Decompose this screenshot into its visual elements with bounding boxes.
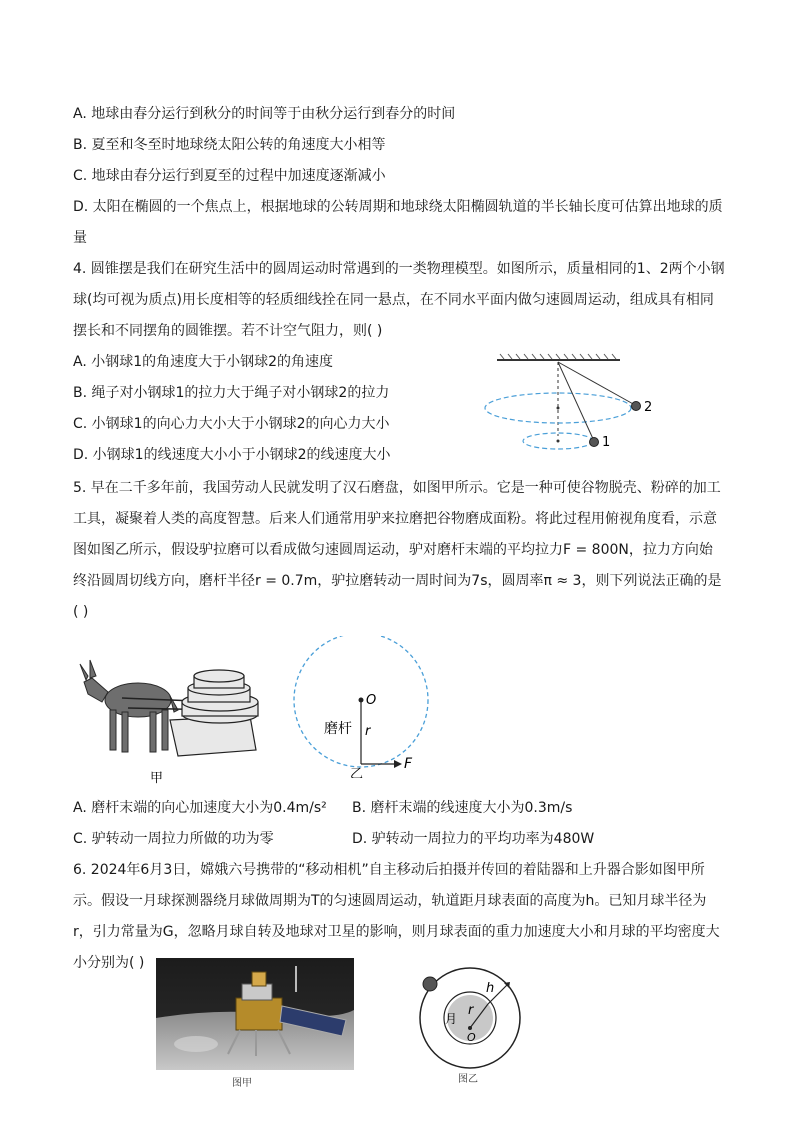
lunar-lander-photo <box>156 958 354 1070</box>
millstone-illustration <box>170 670 258 756</box>
q3-option-a: A. 地球由春分运行到秋分的时间等于由秋分运行到春分的时间 <box>73 106 456 122</box>
probe <box>423 977 437 991</box>
q5-stem-line3: 图如图乙所示，假设驴拉磨可以看成做匀速圆周运动，驴对磨杆末端的平均拉力F = 800N，拉力方向始 <box>73 542 713 558</box>
fig-jia-label: 甲 <box>150 771 164 786</box>
q6-stem-line1: 6. 2024年6月3日，嫦娥六号携带的“移动相机”自主移动后拍摄并传回的着陆器和上升器合影如图甲所 <box>73 862 705 878</box>
q4-stem-line1: 4. 圆锥摆是我们在研究生活中的圆周运动时常遇到的一类物理模型。如图所示，质量相同的1、2两个小钢 <box>73 261 725 277</box>
q4-option-d: D. 小钢球1的线速度大小小于小钢球2的线速度大小 <box>73 447 391 463</box>
q6-stem-line3: r，引力常量为G，忽略月球自转及地球对卫星的影响，则月球表面的重力加速度大小和月球的平均密度大 <box>73 924 720 940</box>
q5-option-d: D. 驴转动一周拉力的平均功率为480W <box>352 831 595 847</box>
fig-yi-label: 乙 <box>350 767 364 778</box>
donkey-millstone-figure <box>70 650 270 788</box>
fig-jia-caption: 图甲 <box>232 1078 252 1089</box>
steel-ball-1 <box>590 438 599 447</box>
center-label-o: O <box>467 1031 476 1044</box>
donkey-illustration <box>80 660 178 752</box>
rod-label: 磨杆 <box>324 721 352 737</box>
q3-option-c: C. 地球由春分运行到夏至的过程中加速度逐渐减小 <box>73 168 386 184</box>
ceiling-hatching <box>500 354 616 359</box>
q5-stem-line2: 工具，凝聚着人类的高度智慧。后来人们通常用驴来拉磨把谷物磨成面粉。将此过程用俯视角度看，示意 <box>73 511 717 527</box>
q5-option-c: C. 驴转动一周拉力所做的功为零 <box>73 831 274 847</box>
force-label-f: F <box>404 756 413 772</box>
fig-yi-caption: 图乙 <box>458 1074 478 1085</box>
radius-label-r: r <box>365 724 371 739</box>
q4-stem-line2: 球(均可视为质点)用长度相等的轻质细线拴在同一悬点，在不同水平面内做匀速圆周运动，组成具有相同 <box>73 292 714 308</box>
q6-stem-line2: 示。假设一月球探测器绕月球做周期为T的匀速圆周运动，轨道距月球表面的高度为h。已知月球半径为 <box>73 893 707 909</box>
center-point-o <box>359 698 364 703</box>
q3-option-d: D. 太阳在椭圆的一个焦点上，根据地球的公转周期和地球绕太阳椭圆轨道的半长轴长度可估算出地球的质 <box>73 199 723 215</box>
string-1 <box>558 362 594 441</box>
center-label-o: O <box>366 693 377 708</box>
q4-option-c: C. 小钢球1的向心力大小大于小钢球2的向心力大小 <box>73 416 390 432</box>
height-label-h: h <box>486 981 495 996</box>
photo-crater <box>174 1036 218 1052</box>
millstone-topview-figure <box>290 636 440 778</box>
conical-pendulum-figure <box>470 348 670 460</box>
q4-option-b: B. 绳子对小钢球1的拉力大于绳子对小钢球2的拉力 <box>73 385 390 401</box>
q6-stem-line4: 小分别为( ) <box>73 955 145 971</box>
q5-stem-line1: 5. 早在二千多年前，我国劳动人民就发明了汉石磨盘，如图甲所示。它是一种可使谷物脱壳、粉碎的加工 <box>73 480 721 496</box>
string-2 <box>558 362 635 405</box>
q3-option-d-cont: 量 <box>73 230 87 246</box>
ball-label-1: 1 <box>602 435 611 450</box>
center-point-2 <box>557 407 560 410</box>
q5-option-a: A. 磨杆末端的向心加速度大小为0.4m/s² <box>73 800 327 816</box>
moon-orbit-figure <box>412 966 528 1070</box>
q3-option-b: B. 夏至和冬至时地球绕太阳公转的角速度大小相等 <box>73 137 386 153</box>
q4-option-a: A. 小钢球1的角速度大于小钢球2的角速度 <box>73 354 334 370</box>
center-point-1 <box>557 440 560 443</box>
q5-stem-line5: ( ) <box>73 604 89 620</box>
force-arrowhead <box>394 760 402 768</box>
q5-stem-line4: 终沿圆周切线方向，磨杆半径r = 0.7m，驴拉磨转动一周时间为7s，圆周率π ≈ 3，则下列说法正确的是 <box>73 573 722 589</box>
ball-label-2: 2 <box>644 400 653 415</box>
radius-label-r: r <box>468 1003 474 1018</box>
moon-label: 月 <box>445 1012 458 1026</box>
q5-option-b: B. 磨杆末端的线速度大小为0.3m/s <box>352 800 573 816</box>
steel-ball-2 <box>632 402 641 411</box>
q4-stem-line3: 摆长和不同摆角的圆锥摆。若不计空气阻力，则( ) <box>73 323 383 339</box>
